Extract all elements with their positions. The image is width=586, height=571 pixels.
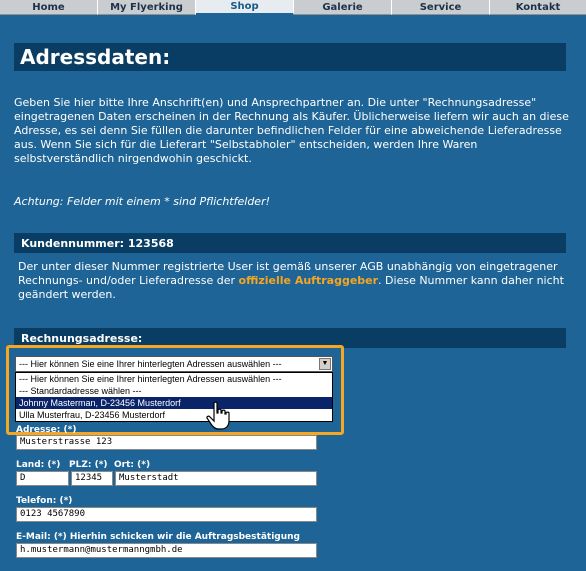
customer-text-after: . Diese Nummer kann daher nicht geändert werden.: [18, 274, 564, 301]
plz-label: PLZ: (*): [69, 460, 108, 470]
billing-address-heading: Rechnungsadresse:: [21, 332, 143, 345]
phone-label: Telefon: (*): [16, 496, 73, 506]
nav-service[interactable]: Service: [392, 0, 490, 15]
nav-shop[interactable]: Shop: [196, 0, 294, 15]
official-client-link[interactable]: offizielle Auftraggeber: [238, 274, 379, 287]
phone-field[interactable]: 0123 4567890: [16, 507, 317, 522]
dropdown-option-standard[interactable]: --- Standardadresse wählen ---: [19, 386, 142, 396]
saved-address-dropdown: [15, 372, 333, 422]
main-nav: [0, 0, 586, 15]
dropdown-option-ulla[interactable]: Ulla Musterfrau, D-23456 Musterdorf: [19, 410, 166, 420]
ort-field[interactable]: Musterstadt: [115, 471, 317, 486]
email-field[interactable]: h.mustermann@mustermanngmbh.de: [16, 543, 317, 558]
customer-text-before: Der unter dieser Nummer registrierte User ist gemäß unserer AGB unabhängig von eingetragener Rechnungs- und/oder Lieferadresse der: [18, 260, 558, 287]
customer-text: [18, 260, 570, 302]
customer-number-heading: Kundennummer: 123568: [21, 237, 174, 250]
plz-field[interactable]: 12345: [71, 471, 113, 486]
address-label: Adresse: (*): [16, 425, 77, 435]
saved-address-select[interactable]: [15, 356, 333, 372]
nav-galerie[interactable]: Galerie: [294, 0, 392, 15]
dropdown-option-hint[interactable]: --- Hier können Sie eine Ihrer hinterlegten Adressen auswählen ---: [19, 374, 282, 384]
customer-number-bar: [14, 233, 566, 253]
intro-text: Geben Sie hier bitte Ihre Anschrift(en) und Ansprechpartner an. Die unter "Rechnungsadresse" eingetragenen Daten erscheinen in der Rechnung als Käufer. Üblicherweise liefern wir auch an diese Adresse, es sei denn Sie füllen die darunter befindlichen Felder für eine abweichende Lieferadresse aus. Wenn Sie sich für die Lieferart "Selbstabholer" entscheiden, werden Ihre Waren selbstverständlich nirgendwohin geschickt.: [14, 96, 569, 165]
land-field[interactable]: D: [16, 471, 69, 486]
hand-pointer-icon: [205, 401, 233, 431]
nav-kontakt[interactable]: Kontakt: [490, 0, 586, 15]
page-title-bar: [14, 43, 566, 71]
email-label: E-Mail: (*) Hierhin schicken wir die Auftragsbestätigung: [16, 532, 300, 542]
nav-my-flyerking[interactable]: My Flyerking: [98, 0, 196, 15]
ort-label: Ort: (*): [114, 460, 151, 470]
required-note: Achtung: Felder mit einem * sind Pflichtfelder!: [14, 195, 271, 208]
nav-home[interactable]: Home: [0, 0, 98, 15]
land-label: Land: (*): [16, 460, 61, 470]
chevron-down-icon[interactable]: ▼: [319, 358, 331, 370]
address-field[interactable]: Musterstrasse 123: [16, 435, 317, 450]
page-title: Adressdaten:: [20, 45, 171, 69]
saved-address-select-value: --- Hier können Sie eine Ihrer hinterlegten Adressen auswählen ---: [19, 359, 282, 369]
dropdown-option-johnny[interactable]: Johnny Masterman, D-23456 Musterdorf: [16, 397, 332, 409]
